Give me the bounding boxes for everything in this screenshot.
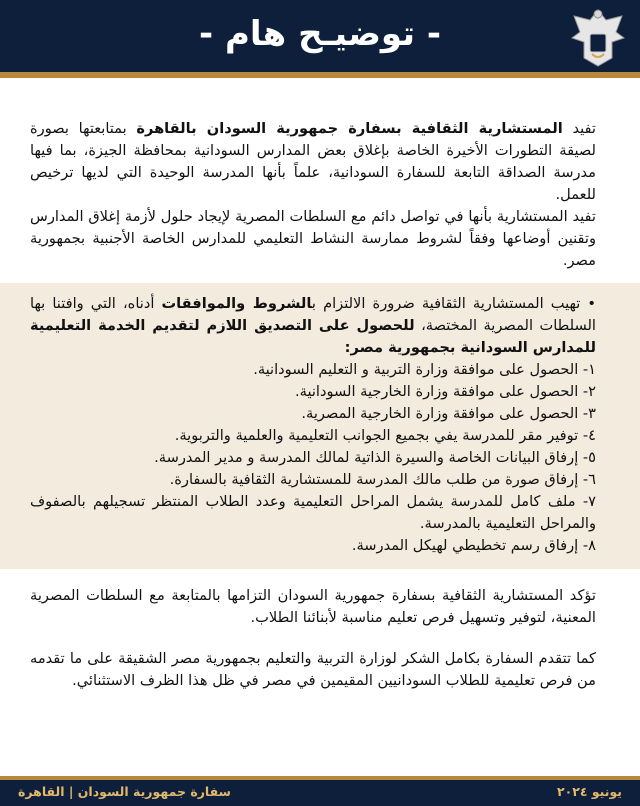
lead-d: للحصول على التصديق اللازم لتقديم الخدمة التعليمية للمدارس السودانية بجمهورية مصر: [30,317,596,356]
intro-section [0,118,640,272]
list-item: ٨- إرفاق رسم تخطيطي لهيكل المدرسة. [351,537,596,554]
list-item: ٣- الحصول على موافقة وزارة الخارجية المصرية. [301,405,596,422]
embassy-name: المستشارية الثقافية بسفارة جمهورية السودان بالقاهرة [136,120,563,137]
intro-rest: بمتابعتها بصورة لصيقة التطورات الأخيرة الخاصة بإغلاق بعض المدارس السودانية بمحافظة الجيزة، بما فيها مدرسة الصداقة التابعة للسفارة السودانية، علماً بأنها المدرسة الوحيدة التي لديها ترخيص للعمل. [30,120,596,203]
commitment-paragraph: تؤكد المستشارية الثقافية بسفارة جمهورية السودان التزامها بالمتابعة مع السلطات المصرية المعنية، لتوفير وتسهيل فرص تعليم مناسبة لأبنائنا الطلاب. [30,587,596,626]
list-item: ٢- الحصول على موافقة وزارة الخارجية السودانية. [294,383,596,400]
footer-org: سفارة جمهورية السودان | القاهرة [18,784,231,799]
requirements-lead [30,293,596,359]
lead-c: أدناه، التي وافتنا بها السلطات المصرية المختصة، [30,295,596,334]
footer-date: يونيو ٢٠٢٤ [556,784,622,799]
lead-a: • تهيب المستشارية الثقافية ضرورة الالتزام ب [311,295,597,312]
requirements-list [30,359,596,557]
thanks-section [0,648,640,692]
requirements-section [0,283,640,569]
list-item: ١- الحصول على موافقة وزارة التربية و التعليم السودانية. [253,361,596,378]
list-item: ٥- إرفاق البيانات الخاصة والسيرة الذاتية لمالك المدرسة و مدير المدرسة. [154,449,596,466]
footer-bar [0,776,640,806]
thanks-paragraph: كما تتقدم السفارة بكامل الشكر لوزارة التربية والتعليم بجمهورية مصر الشقيقة على ما تقدمه من فرص تعليمية للطلاب السودانيين المقيمين في مصر في ظل هذا الظرف الاستثنائي. [30,650,596,689]
list-item: ٤- توفير مقر للمدرسة يفي بجميع الجوانب التعليمية والعلمية والتربوية. [174,427,596,444]
list-item: ٦- إرفاق صورة من طلب مالك المدرسة للمستشارية الثقافية بالسفارة. [169,471,596,488]
page-title: - توضيـح هام - [199,14,441,54]
list-item: ٧- ملف كامل للمدرسة يشمل المراحل التعليمية وعدد الطلاب المنتظر تسجيلهم بالصفوف والمراحل التعليمية بالمدرسة. [30,493,596,532]
intro-lead: تفيد [562,120,596,137]
intro-paragraph-2: تفيد المستشارية بأنها في تواصل دائم مع السلطات المصرية لإيجاد حلول لأزمة إغلاق المدارس وتقنين أوضاعها وفقاً لشروط ممارسة النشاط التعليمي للمدارس الخاصة الأجنبية بجمهورية مصر. [30,208,596,269]
header-banner [0,0,640,78]
lead-b: الشروط والموافقات [161,295,312,312]
commitment-section [0,585,640,629]
intro-paragraph-1 [30,118,596,206]
